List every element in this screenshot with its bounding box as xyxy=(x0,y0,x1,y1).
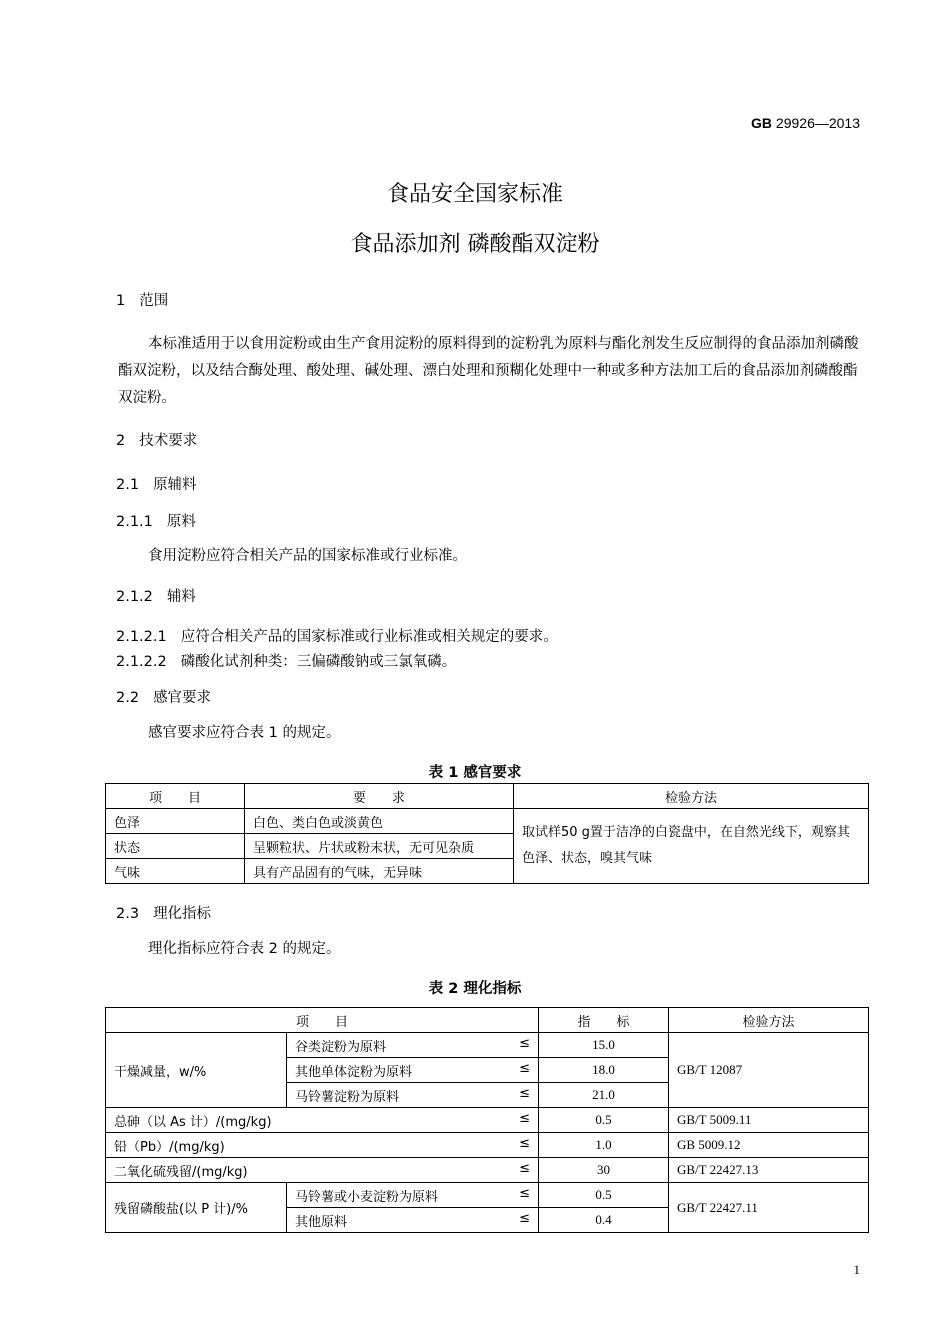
section-2-3-text: 理化指标应符合表 2 的规定。 xyxy=(148,941,341,957)
table-cell: 0.5 xyxy=(539,1183,669,1208)
table-cell: 具有产品固有的气味，无异味 xyxy=(245,859,514,884)
section-1-text: 本标准适用于以食用淀粉或由生产食用淀粉的原料得到的淀粉乳为原料与酯化剂发生反应制得的食品添加剂磷酸酯双淀粉，以及结合酶处理、酸处理、碱处理、漂白处理和预糊化处理中一种或多种方法加工后的食品添加剂磷酸酯双淀粉。 xyxy=(118,336,859,406)
section-2-1-1-heading: 2.1.1 原料 xyxy=(116,514,196,530)
table-cell: 0.5 xyxy=(539,1108,669,1133)
section-2-1-1-text: 食用淀粉应符合相关产品的国家标准或行业标准。 xyxy=(148,548,467,564)
table-cell: GB/T 5009.11 xyxy=(669,1108,869,1133)
table-2-caption: 表 2 理化指标 xyxy=(428,981,522,997)
table-cell: 气味 xyxy=(106,859,245,884)
standard-code: 29926—2013 xyxy=(775,115,860,131)
table-cell: 总砷（以 As 计）/(mg/kg) ≤ xyxy=(106,1108,539,1133)
section-2-3-heading: 2.3 理化指标 xyxy=(116,906,212,922)
section-2-1-2-heading: 2.1.2 辅料 xyxy=(116,589,196,605)
table-cell: GB/T 22427.13 xyxy=(669,1158,869,1183)
standard-prefix: GB xyxy=(751,115,773,131)
table-cell: 色泽 xyxy=(106,809,245,834)
document-title: 食品安全国家标准 xyxy=(386,182,563,207)
table-cell: 21.0 xyxy=(539,1083,669,1108)
table-cell: 其他原料 ≤ xyxy=(287,1208,539,1233)
table-header: 检验方法 xyxy=(514,784,869,809)
table-cell: 1.0 xyxy=(539,1133,669,1158)
table-1-caption: 表 1 感官要求 xyxy=(428,765,522,781)
table-cell: 谷类淀粉为原料 ≤ xyxy=(287,1033,539,1058)
table-cell: 马铃薯淀粉为原料 ≤ xyxy=(287,1083,539,1108)
standard-number xyxy=(720,115,860,131)
table-header: 项 目 xyxy=(106,1008,539,1033)
table-header: 指 标 xyxy=(539,1008,669,1033)
table-cell: 15.0 xyxy=(539,1033,669,1058)
section-2-2-text: 感官要求应符合表 1 的规定。 xyxy=(148,725,341,741)
table-cell: 状态 xyxy=(106,834,245,859)
table-cell: GB/T 12087 xyxy=(669,1033,869,1108)
table-cell: 马铃薯或小麦淀粉为原料 ≤ xyxy=(287,1183,539,1208)
page-number: 1 xyxy=(853,1262,860,1277)
table-cell: 其他单体淀粉为原料 ≤ xyxy=(287,1058,539,1083)
table-cell: 呈颗粒状、片状或粉末状，无可见杂质 xyxy=(245,834,514,859)
section-1-heading: 1 范围 xyxy=(116,293,169,309)
section-2-1-heading: 2.1 原辅料 xyxy=(116,477,197,493)
document-subtitle: 食品添加剂 磷酸酯双淀粉 xyxy=(350,232,600,257)
table-header: 要 求 xyxy=(245,784,514,809)
table-1 xyxy=(105,783,869,884)
table-cell: GB 5009.12 xyxy=(669,1133,869,1158)
table-cell: 30 xyxy=(539,1158,669,1183)
table-cell: 干燥减量，w/% xyxy=(106,1033,287,1108)
table-cell: 18.0 xyxy=(539,1058,669,1083)
table-cell: GB/T 22427.11 xyxy=(669,1183,869,1233)
table-cell: 0.4 xyxy=(539,1208,669,1233)
table-cell: 铅（Pb）/(mg/kg) ≤ xyxy=(106,1133,539,1158)
section-2-2-heading: 2.2 感官要求 xyxy=(116,690,212,706)
section-2-1-2-2: 2.1.2.2 磷酸化试剂种类：三偏磷酸钠或三氯氧磷。 xyxy=(116,654,457,670)
table-header: 项 目 xyxy=(106,784,245,809)
table-header: 检验方法 xyxy=(669,1008,869,1033)
test-method-cell: 取试样50 g置于洁净的白瓷盘中，在自然光线下，观察其色泽、状态，嗅其气味 xyxy=(514,809,869,884)
section-2-1-2-1: 2.1.2.1 应符合相关产品的国家标准或行业标准或相关规定的要求。 xyxy=(116,629,558,645)
table-cell: 残留磷酸盐(以 P 计)/% xyxy=(106,1183,287,1233)
table-2 xyxy=(105,1007,869,1233)
section-2-heading: 2 技术要求 xyxy=(116,433,198,449)
table-cell: 白色、类白色或淡黄色 xyxy=(245,809,514,834)
table-cell: 二氧化硫残留/(mg/kg) ≤ xyxy=(106,1158,539,1183)
